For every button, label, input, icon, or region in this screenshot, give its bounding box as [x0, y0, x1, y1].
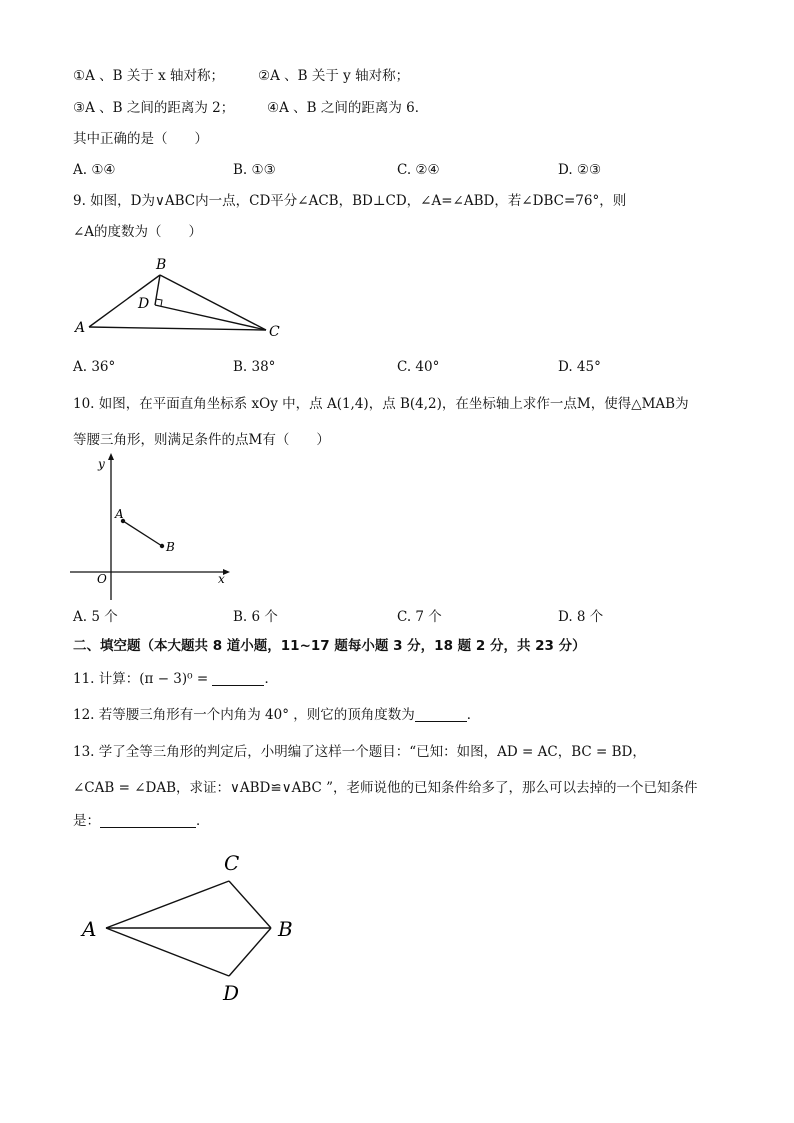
q12-line [73, 705, 480, 725]
q13-label-c: C [224, 851, 240, 875]
q13-line3 [73, 811, 210, 831]
q9-label-b: B [156, 257, 167, 273]
q10-option-c: C. 7 个 [397, 609, 442, 625]
q10-text-line1: 10. 如图，在平面直角坐标系 xOy 中，点 A(1,4)，点 B(4,2)，在坐标轴上求作一点M，使得△MAB为 [73, 396, 689, 412]
q10-label-o: O [97, 572, 107, 586]
q9-text-line1: 9. 如图，D为∨ABC内一点，CD平分∠ACB，BD⊥CD，∠A=∠ABD，若∠DBC=76°，则 [73, 193, 627, 209]
q9-label-a: A [75, 320, 86, 336]
q9-text-line2: ∠A的度数为（ ） [73, 224, 203, 240]
q9-option-a: A. 36° [73, 359, 116, 375]
q8-statement-2: ②A 、B 关于 y 轴对称； [258, 68, 410, 84]
q13-end: ． [196, 813, 210, 829]
q13-text-line3: 是： [73, 813, 100, 829]
q11-text: 11. 计算：(π − 3)⁰ = [73, 671, 209, 687]
q10-label-y: y [98, 457, 105, 471]
q11-answer-blank[interactable] [212, 671, 264, 686]
q9-option-d: D. 45° [558, 359, 601, 375]
q9-triangle-figure [70, 250, 290, 342]
q10-label-b: B [166, 540, 175, 554]
q13-kite-figure [76, 846, 306, 1006]
q12-text: 12. 若等腰三角形有一个内角为 40° ，则它的顶角度数为 [73, 707, 415, 723]
q8-option-a: A. ①④ [73, 162, 116, 178]
q9-option-c: C. 40° [397, 359, 440, 375]
q13-text-line2: ∠CAB = ∠DAB，求证：∨ABD≌∨ABC ”，老师说他的已知条件给多了，那么可以去掉的一个已知条件 [73, 780, 698, 796]
q9-label-d: D [138, 296, 150, 312]
q13-label-a: A [82, 917, 97, 941]
q11-line [73, 669, 278, 689]
q8-option-c: C. ②④ [397, 162, 440, 178]
q13-text-line1: 13. 学了全等三角形的判定后，小明编了这样一个题目：“已知：如图，AD = AC，BC = BD， [73, 744, 646, 760]
q8-statement-3: ③A 、B 之间的距离为 2； [73, 100, 235, 116]
q10-option-a: A. 5 个 [73, 609, 118, 625]
q8-statement-1: ①A 、B 关于 x 轴对称； [73, 68, 225, 84]
q8-option-d: D. ②③ [558, 162, 602, 178]
section-2-title: 二、填空题（本大题共 8 道小题，11~17 题每小题 3 分，18 题 2 分，共 23 分） [73, 638, 586, 654]
q9-label-c: C [269, 324, 280, 340]
q12-end: ． [466, 707, 481, 723]
q11-end: ． [264, 671, 278, 687]
q9-option-b: B. 38° [233, 359, 276, 375]
q10-text-line2: 等腰三角形，则满足条件的点M有（ ） [73, 432, 330, 448]
q8-option-b: B. ①③ [233, 162, 276, 178]
q8-statement-4: ④A 、B 之间的距离为 6． [267, 100, 429, 116]
q13-answer-blank[interactable] [100, 813, 196, 828]
q10-coordinate-figure [68, 452, 238, 602]
q10-label-a: A [115, 507, 124, 521]
q10-option-b: B. 6 个 [233, 609, 278, 625]
q10-label-x: x [218, 572, 225, 586]
q13-label-b: B [278, 917, 293, 941]
q10-option-d: D. 8 个 [558, 609, 604, 625]
q8-prompt: 其中正确的是（ ） [73, 131, 208, 147]
q12-answer-blank[interactable] [415, 707, 467, 722]
q13-label-d: D [223, 981, 240, 1005]
